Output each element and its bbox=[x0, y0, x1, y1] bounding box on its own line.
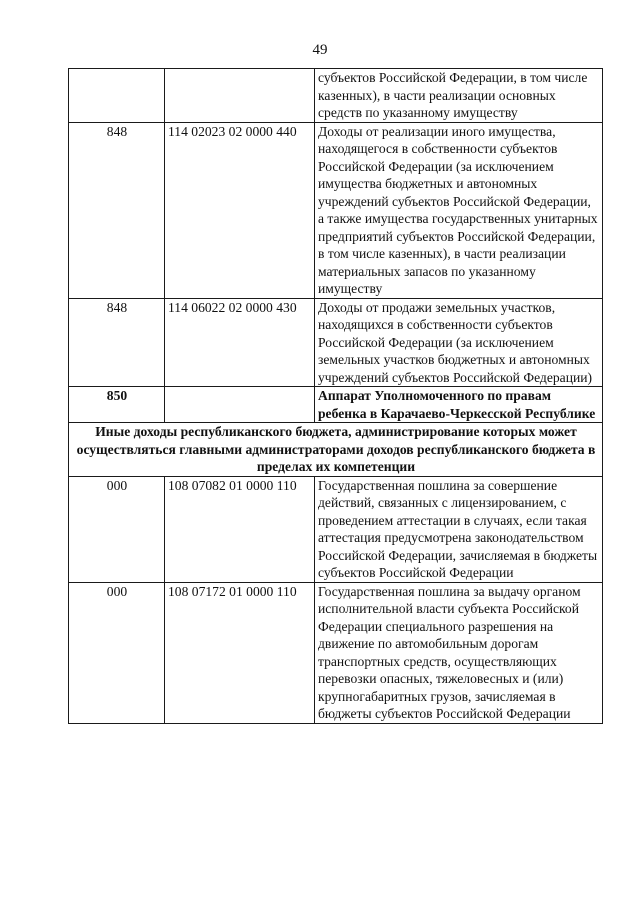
table-row bbox=[69, 476, 603, 582]
revenue-description-cell: Государственная пошлина за выдачу органом исполнительной власти субъекта Российской Федерации специального разрешения на движение по автомобильным дорогам транспортных средств, осуществляющих перевозки опасных, тяжеловесных и (или) крупногабаритных грузов, зачисляемая в бюджеты субъектов Российской Федерации bbox=[315, 582, 603, 723]
revenue-table bbox=[68, 68, 603, 724]
revenue-description-cell: субъектов Российской Федерации, в том числе казенных), в части реализации основных средств по указанному имуществу bbox=[315, 69, 603, 123]
revenue-code-cell: 114 06022 02 0000 430 bbox=[165, 298, 315, 387]
table-row bbox=[69, 298, 603, 387]
table-row bbox=[69, 582, 603, 723]
page-number: 49 bbox=[312, 42, 328, 58]
admin-code-cell: 848 bbox=[69, 298, 165, 387]
admin-code-cell: 848 bbox=[69, 122, 165, 298]
section-heading: Иные доходы республиканского бюджета, администрирование которых может осуществляться главными администраторами доходов республиканского бюджета в пределах их компетенции bbox=[69, 423, 603, 477]
revenue-code-cell: 108 07172 01 0000 110 bbox=[165, 582, 315, 723]
table-row bbox=[69, 387, 603, 423]
revenue-code-cell: 108 07082 01 0000 110 bbox=[165, 476, 315, 582]
section-heading-row bbox=[69, 423, 603, 477]
revenue-code-cell bbox=[165, 387, 315, 423]
administrator-name-cell: Аппарат Уполномоченного по правам ребенка в Карачаево-Черкесской Республике bbox=[315, 387, 603, 423]
revenue-code-cell bbox=[165, 69, 315, 123]
admin-code-cell: 000 bbox=[69, 582, 165, 723]
admin-code-cell: 850 bbox=[69, 387, 165, 423]
revenue-description-cell: Доходы от продажи земельных участков, находящихся в собственности субъектов Российской Федерации (за исключением земельных участков бюджетных и автономных учреждений субъектов Российской Федерации) bbox=[315, 298, 603, 387]
revenue-description-cell: Государственная пошлина за совершение действий, связанных с лицензированием, с проведением аттестации в случаях, если такая аттестация предусмотрена законодательством Российской Федерации, зачисляемая в бюджеты субъектов Российской Федерации bbox=[315, 476, 603, 582]
revenue-code-cell: 114 02023 02 0000 440 bbox=[165, 122, 315, 298]
table-row bbox=[69, 122, 603, 298]
table-row bbox=[69, 69, 603, 123]
revenue-description-cell: Доходы от реализации иного имущества, находящегося в собственности субъектов Российской Федерации (за исключением имущества бюджетных и автономных учреждений субъектов Российской Федерации, а также имущества государственных унитарных предприятий субъектов Российской Федерации, в том числе казенных), в части реализации материальных запасов по указанному имуществу bbox=[315, 122, 603, 298]
admin-code-cell bbox=[69, 69, 165, 123]
admin-code-cell: 000 bbox=[69, 476, 165, 582]
